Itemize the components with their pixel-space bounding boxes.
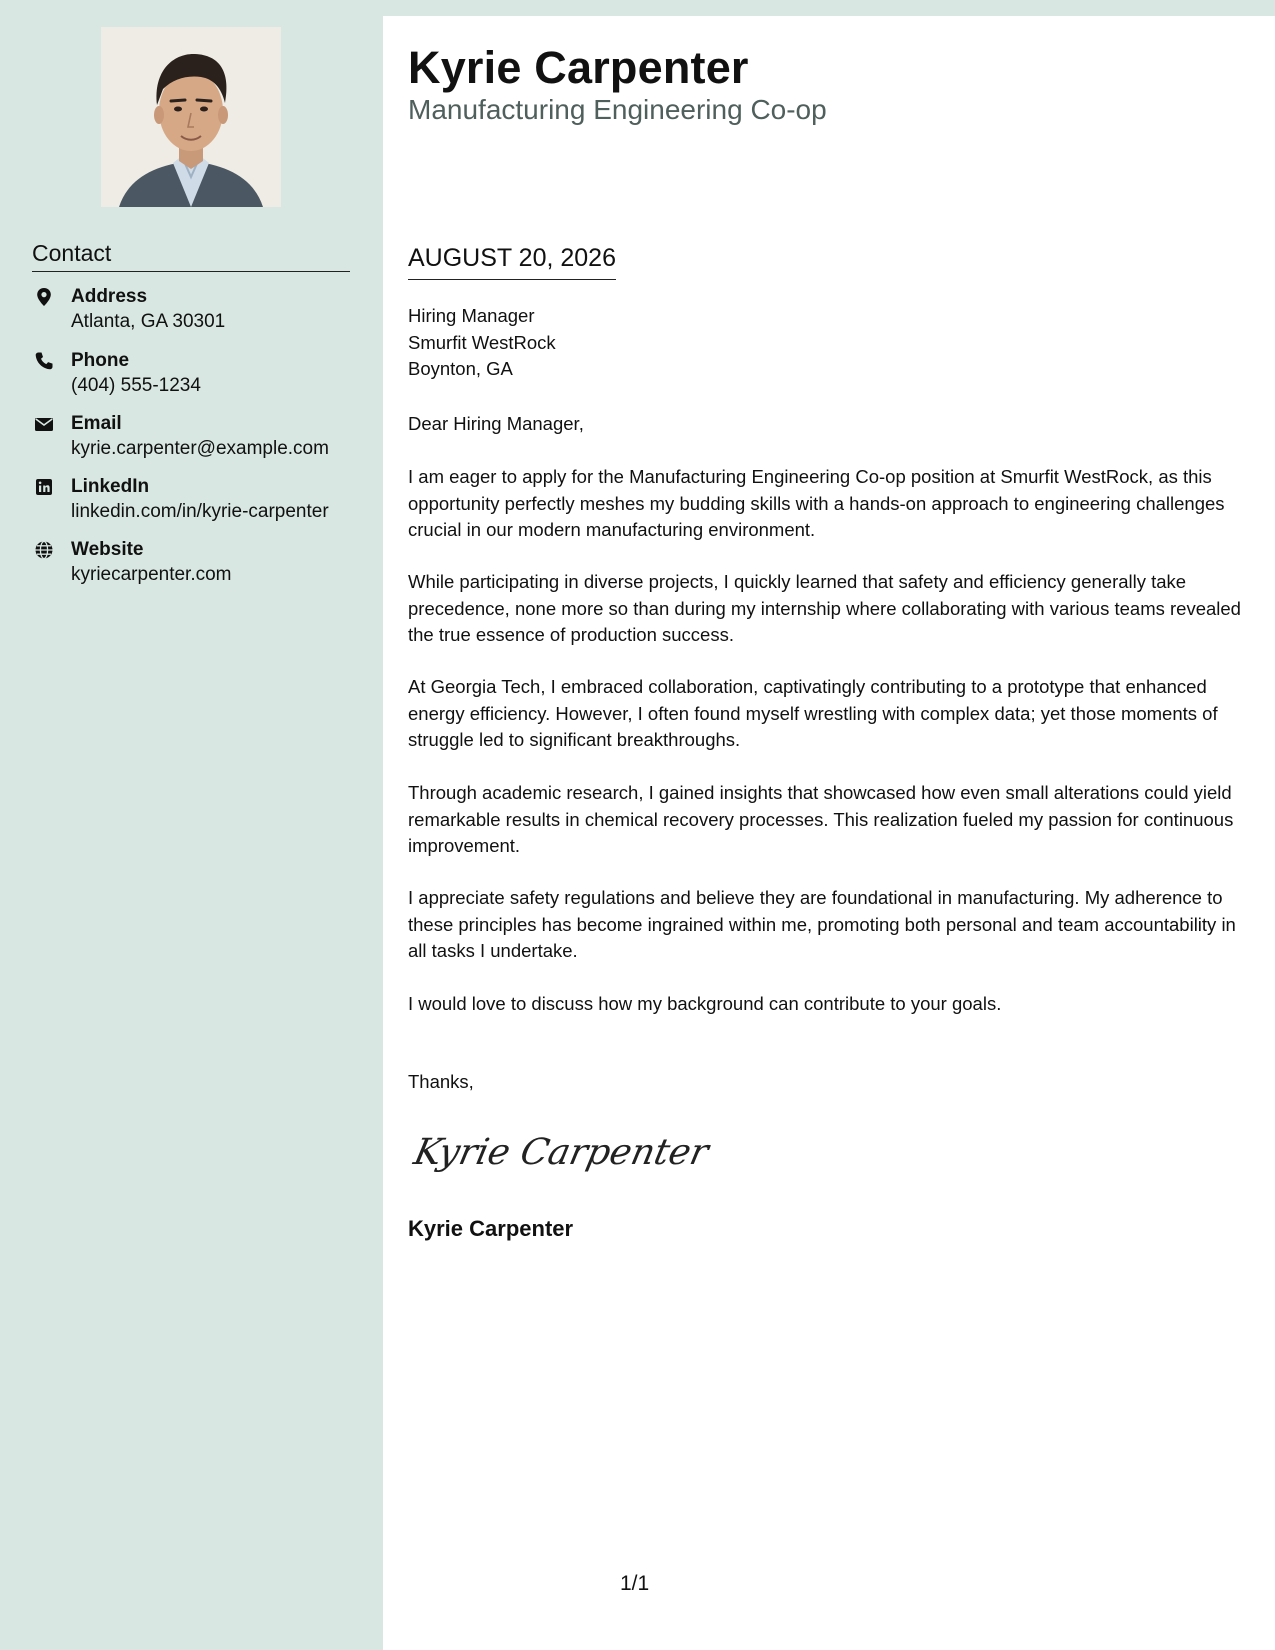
job-title: Manufacturing Engineering Co-op [408,94,827,125]
closing: Thanks, [408,1071,474,1092]
phone-icon [34,351,54,371]
paragraph: I appreciate safety regulations and believe they are foundational in manufacturing. My adherence to these principles has become ingrained within me, promoting both personal and team accountability in all tasks I undertake. [408,887,1236,961]
paragraph: I am eager to apply for the Manufacturing Engineering Co-op position at Smurfit WestRock, as this opportunity perfectly meshes my budding skills with a hands-on approach to engineering challenges crucial in our modern manufacturing environment. [408,466,1225,540]
website-label: Website [71,539,144,560]
paragraph: Through academic research, I gained insights that showcased how even small alterations could yield remarkable results in chemical recovery processes. This realization fueled my passion for continuous improvement. [408,782,1234,856]
map-pin-icon [34,287,54,307]
letter-date: AUGUST 20, 2026 [408,244,616,280]
email-label: Email [71,413,122,434]
signed-name: Kyrie Carpenter [408,1216,574,1241]
phone-value: (404) 555-1234 [71,375,201,396]
recipient-name: Hiring Manager [408,305,535,326]
linkedin-value[interactable]: linkedin.com/in/kyrie-carpenter [71,501,329,522]
address-value: Atlanta, GA 30301 [71,311,226,332]
envelope-icon [34,414,54,434]
email-value[interactable]: kyrie.carpenter@example.com [71,438,329,459]
page-number: 1/1 [620,1572,650,1595]
paragraph: While participating in diverse projects, I quickly learned that safety and efficiency generally take precedence, none more so than during my internship where collaborating with various teams revealed the true essence of production success. [408,571,1241,645]
linkedin-icon [34,477,54,497]
website-value[interactable]: kyriecarpenter.com [71,564,232,585]
profile-photo [101,27,281,207]
recipient-block [408,303,556,383]
linkedin-label: LinkedIn [71,476,150,497]
recipient-company: Smurfit WestRock [408,331,556,353]
recipient-location: Boynton, GA [408,358,513,379]
paragraph: At Georgia Tech, I embraced collaboration, captivatingly contributing to a prototype that enhanced energy efficiency. However, I often found myself wrestling with complex data; yet those moments of struggle led to significant breakthroughs. [408,676,1218,750]
svg-text:Kyrie Carpenter: Kyrie Carpenter [410,1130,713,1173]
applicant-name: Kyrie Carpenter [408,42,749,93]
paragraph: I would love to discuss how my background can contribute to your goals. [408,993,1002,1014]
phone-label: Phone [71,350,130,371]
contact-heading: Contact [32,240,350,272]
signature [410,1118,713,1180]
greeting: Dear Hiring Manager, [408,413,584,434]
address-label: Address [71,286,148,307]
sidebar [0,0,383,1650]
globe-icon [34,540,54,560]
